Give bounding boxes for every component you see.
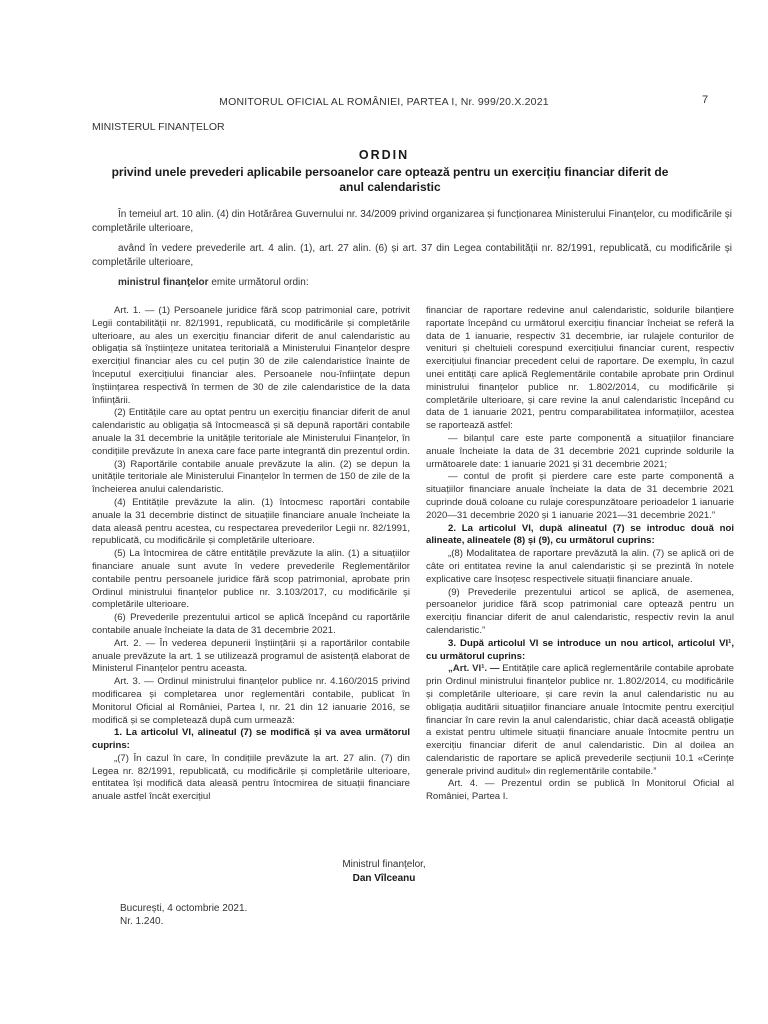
right-column: [426, 305, 734, 804]
amendment-2-para-9: (9) Prevederile prezentului articol se aplică, de asemenea, persoanelor juridice fără scop patrimonial care optează pentru un exercițiu financiar diferit de anul calendaristic, respectiv revin la anul calendaristic.”: [426, 586, 734, 636]
emission-formula: [92, 276, 732, 290]
article-1-para-5: (5) La întocmirea de către entitățile prevăzute la alin. (1) a situațiilor financiare anuale sunt avute în vedere prevederile Reglementărilor contabile pentru persoanele juridice fără scop patrimonial, aprobate prin Ordinul ministrului finanțelor publice nr. 3.103/2017, cu modificările și completările ulterioare.: [92, 548, 410, 611]
article-vi1-label: „Art. VI¹. —: [448, 663, 500, 675]
article-3-intro: Art. 3. — Ordinul ministrului finanțelor publice nr. 4.160/2015 privind modificarea și completarea unor reglementări contabile, publicat în Monitorul Oficial al României, Partea I, nr. 21 din 12 ianuarie 2016, se modifică și se completează după cum urmează:: [92, 676, 410, 726]
quote-bullet-1: — bilanțul care este parte componentă a situațiilor financiare anuale încheiate la data de 31 decembrie 2021 cuprinde soldurile la următoarele date: 1 ianuarie 2021 și 31 decembrie 2021;: [426, 432, 734, 470]
article-1-para-3: (3) Raportările contabile anuale prevăzute la alin. (2) se depun la unitățile teritoriale ale Ministerului Finanțelor în termen de 150 de zile de la încheierea anului calendaristic.: [92, 458, 410, 496]
preamble: [92, 208, 732, 297]
article-1-para-4: (4) Entitățile prevăzute la alin. (1) întocmesc raportări contabile anuale la 31 decembrie distinct de situațiile financiare anuale încheiate la data aleasă pentru acestea, cu respectarea prevederilor Legii nr. 82/1991, republicată, cu modificările și completările ulterioare.: [92, 496, 410, 547]
signatory-name: Dan Vîlceanu: [352, 873, 416, 884]
amendment-2-para-8: „(8) Modalitatea de raportare prevăzută la alin. (7) se aplică ori de câte ori entitatea revine la anul calendaristic și se prezintă în notele explicative care însoțesc respectivele situații financiare anuale.: [426, 548, 734, 585]
article-1-para-2: (2) Entitățile care au optat pentru un exercițiu financiar diferit de anul calendaristic au obligația să întocmească și să depună raportări contabile anuale la 31 decembrie la unitățile teritoriale ale Ministerului Finanțelor, în condițiile prevăzute în anexa care face parte integrantă din prezentul ordin.: [92, 407, 410, 457]
page-number: 7: [702, 94, 709, 106]
left-column: [92, 305, 410, 804]
emission-text: emite următorul ordin:: [208, 277, 309, 288]
amendment-1-heading: 1. La articolul VI, alineatul (7) se modifică și va avea următorul cuprins:: [92, 727, 410, 752]
amendment-2-heading: 2. La articolul VI, după alineatul (7) se introduc două noi alineate, alineatele (8) și (9), cu următorul cuprins:: [426, 522, 734, 547]
emitter: ministrul finanțelor: [118, 277, 209, 288]
document-subtitle: privind unele prevederi aplicabile persoanelor care optează pentru un exercițiu financiar diferit de anul calendaristic: [111, 165, 669, 194]
article-1-para-1: Art. 1. — (1) Persoanele juridice fără scop patrimonial care, potrivit Legii contabilității nr. 82/1991, republicată, cu modificările și completările ulterioare, au ales un exercițiu financiar diferit de anul calendaristic au obligația să înștiințeze unitatea teritorială a Ministerului Finanțelor despre exercițiul financiar ales cu cel puțin 30 de zile calendaristice înainte de începutul exercițiului financiar ales. Persoanele nou-înființate depun înștiințarea respectivă în termen de 30 de zile calendaristice de la data înființării.: [92, 305, 410, 406]
quote-continuation: financiar de raportare redevine anul calendaristic, soldurile bilanțiere raportate începând cu următorul exercițiu financiar încheiat se referă la data de 1 ianuarie, respectiv 31 decembrie, iar rulajele conturilor de venituri și cheltuieli corespund exercițiului financiar curent, respectiv exercițiului financiar precedent celui de raportare. De exemplu, în cazul unei entități care aplică Reglementările contabile aprobate prin Ordinul ministrului finanțelor publice nr. 1.802/2014, cu modificările și completările ulterioare, și care revine la anul calendaristic începând cu data de 1 ianuarie 2021, pentru comparabilitatea informațiilor, acestea se raportează astfel:: [426, 305, 734, 432]
amendment-3-article: [426, 663, 734, 778]
article-4: Art. 4. — Prezentul ordin se publică în Monitorul Oficial al României, Partea I.: [426, 778, 734, 803]
signatory-role: Ministrul finanțelor,: [342, 859, 426, 870]
amendment-3-heading: 3. După articolul VI se introduce un nou articol, articolul VI¹, cu următorul cuprins:: [426, 637, 734, 662]
amendment-1-quote: „(7) În cazul în care, în condițiile prevăzute la art. 27 alin. (7) din Legea nr. 82/1991, republicată, cu modificările și completările ulterioare, entitatea își modifică data aleasă pentru întocmirea de situații financiare anuale astfel încât exercițiul: [92, 752, 410, 803]
order-number: Nr. 1.240.: [120, 916, 164, 927]
preamble-paragraph-2: având în vedere prevederile art. 4 alin. (1), art. 27 alin. (6) și art. 37 din Legea contabilității nr. 82/1991, republicată, cu modificările și completările ulterioare,: [92, 243, 732, 268]
quote-bullet-2: — contul de profit și pierdere care este parte componentă a situațiilor financiare anuale încheiate la data de 31 decembrie 2021 cuprinde două coloane cu rulaje corespunzătoare perioadelor 1 ianuarie 2020—31 decembrie 2020 și 1 ianuarie 2021—31 decembrie 2021.”: [426, 471, 734, 521]
gazette-header: MONITORUL OFICIAL AL ROMÂNIEI, PARTEA I, Nr. 999/20.X.2021: [219, 96, 549, 108]
place-and-number: [120, 902, 247, 928]
place-date: București, 4 octombrie 2021.: [120, 903, 248, 914]
article-2: Art. 2. — În vederea depunerii înștiințării și a raportărilor contabile anuale prevăzute la art. 1 se utilizează programul de asistență elaborat de Ministerul Finanțelor pentru aceasta.: [92, 637, 410, 675]
issuing-ministry: MINISTERUL FINANȚELOR: [92, 121, 225, 133]
signature-block: [280, 858, 488, 886]
article-1-para-6: (6) Prevederile prezentului articol se aplică începând cu raportările contabile anuale încheiate la data de 31 decembrie 2021.: [92, 612, 410, 636]
article-vi1-text: Entitățile care aplică reglementările contabile aprobate prin Ordinul ministrului finanțelor publice nr. 1.802/2014, cu modificările și completările ulterioare, și care revin la anul calendaristic nu au obligația auditării situațiilor financiare anuale întocmite pentru exercițiul financiar în care revin la anul calendaristic, chiar dacă această obligație a existat pentru ultimele situații financiare anuale întocmite pentru un exercițiu financiar diferit de anul calendaristic. Din al doilea an calendaristic de raportare se aplică prevederile secțiunii 10.1 «Cerințe generale privind auditul» din reglementările contabile.”: [426, 663, 734, 777]
document-title: ORDIN: [358, 148, 410, 162]
preamble-paragraph-1: În temeiul art. 10 alin. (4) din Hotărârea Guvernului nr. 34/2009 privind organizarea și funcționarea Ministerului Finanțelor, cu modificările și completările ulterioare,: [92, 209, 732, 234]
